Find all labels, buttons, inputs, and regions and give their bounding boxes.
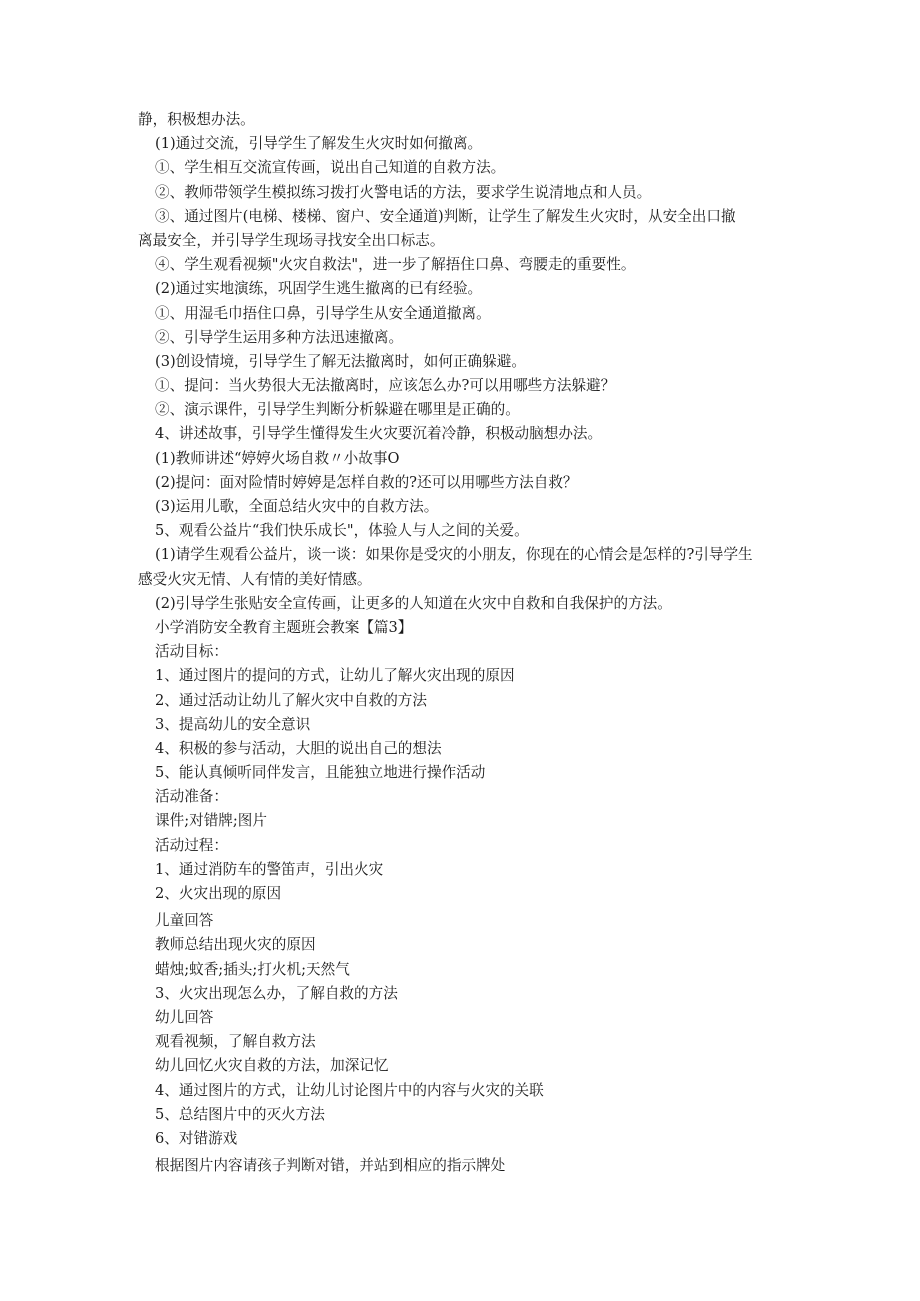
text-line: 4、通过图片的方式，让幼儿讨论图片中的内容与火灾的关联 bbox=[155, 1081, 544, 1099]
text-line: 5、观看公益片“我们快乐成长"，体验人与人之间的关爱。 bbox=[155, 522, 529, 540]
text-line: ③、通过图片(电梯、楼梯、窗户、安全通道)判断，让学生了解发生火灾时，从安全出口撤 bbox=[155, 207, 736, 225]
text-line: 1、通过图片的提问的方式，让幼儿了解火灾出现的原因 bbox=[155, 667, 515, 685]
text-line: 1、通过消防车的警笛声，引出火灾 bbox=[155, 860, 384, 878]
text-line: 教师总结出现火灾的原因 bbox=[155, 936, 316, 954]
text-line: ④、学生观看视频"火灾自救法"，进一步了解捂住口鼻、弯腰走的重要性。 bbox=[155, 256, 636, 274]
text-line: 5、能认真倾听同伴发言，且能独立地进行操作活动 bbox=[155, 764, 486, 782]
text-line: ②、引导学生运用多种方法迅速撤离。 bbox=[155, 328, 404, 346]
text-line: (3)创设情境，引导学生了解无法撤离时，如何正确躲避。 bbox=[155, 352, 526, 370]
text-line: 根据图片内容请孩子判断对错，并站到相应的指示牌处 bbox=[155, 1157, 506, 1175]
text-line: 3、提高幼儿的安全意识 bbox=[155, 715, 311, 733]
text-line: 幼儿回忆火灾自救的方法，加深记忆 bbox=[155, 1057, 389, 1075]
text-line: 活动过程： bbox=[155, 836, 228, 854]
text-line: (1)通过交流，引导学生了解发生火灾时如何撤离。 bbox=[155, 135, 483, 153]
text-line: ①、提问：当火势很大无法撤离时，应该怎么办?可以用哪些方法躲避？ bbox=[155, 377, 616, 395]
text-line: 3、火灾出现怎么办，了解自救的方法 bbox=[155, 984, 398, 1002]
text-line: (1)请学生观看公益片，谈一谈：如果你是受灾的小朋友，你现在的心情会是怎样的?引导学生 bbox=[155, 546, 753, 564]
text-line: 2、通过活动让幼儿了解火灾中自救的方法 bbox=[155, 691, 427, 709]
text-line: 活动准备： bbox=[155, 788, 228, 806]
text-line: 小学消防安全教育主题班会教案【篇3】 bbox=[155, 618, 413, 636]
text-line: 活动目标： bbox=[155, 643, 228, 661]
text-line: (3)运用儿歌，全面总结火灾中的自救方法。 bbox=[155, 498, 439, 515]
text-line: 6、对错游戏 bbox=[155, 1129, 238, 1147]
text-line: ②、演示课件，引导学生判断分析躲避在哪里是正确的。 bbox=[155, 401, 520, 419]
text-line: 2、火灾出现的原因 bbox=[155, 885, 282, 902]
text-line: 静，积极想办法。 bbox=[138, 111, 255, 128]
text-line: 儿童回答 bbox=[155, 912, 214, 930]
text-line: 课件;对错牌;图片 bbox=[155, 812, 267, 830]
text-line: 蜡烛;蚊香;插头;打火机;天然气 bbox=[155, 960, 350, 978]
text-line: 4、讲述故事，引导学生懂得发生火灾要沉着冷静，积极动脑想办法。 bbox=[155, 425, 603, 443]
text-line: (2)通过实地演练，巩固学生逃生撤离的已有经验。 bbox=[155, 280, 483, 298]
document-body bbox=[138, 108, 788, 1178]
text-line: ②、教师带领学生模拟练习拨打火警电话的方法，要求学生说清地点和人员。 bbox=[155, 183, 652, 201]
text-line: 幼儿回答 bbox=[155, 1008, 214, 1026]
text-line: 感受火灾无情、人有情的美好情感。 bbox=[138, 570, 372, 588]
text-line: 4、积极的参与活动，大胆的说出自己的想法 bbox=[155, 739, 442, 757]
text-line: (2)引导学生张贴安全宣传画，让更多的人知道在火灾中自救和自我保护的方法。 bbox=[155, 594, 672, 612]
text-line: 离最安全，并引导学生现场寻找安全出口标志。 bbox=[138, 231, 445, 249]
text-line: (1)教师讲述“婷婷火场自救〃小故事O bbox=[155, 449, 400, 467]
text-line: 观看视频，了解自救方法 bbox=[155, 1033, 316, 1051]
text-line: (2)提问：面对险情时婷婷是怎样自救的?还可以用哪些方法自救？ bbox=[155, 473, 578, 491]
text-line: ①、学生相互交流宣传画，说出自己知道的自救方法。 bbox=[155, 159, 506, 177]
text-line: ①、用湿毛巾捂住口鼻，引导学生从安全通道撤离。 bbox=[155, 304, 491, 322]
text-line: 5、总结图片中的灭火方法 bbox=[155, 1105, 325, 1123]
